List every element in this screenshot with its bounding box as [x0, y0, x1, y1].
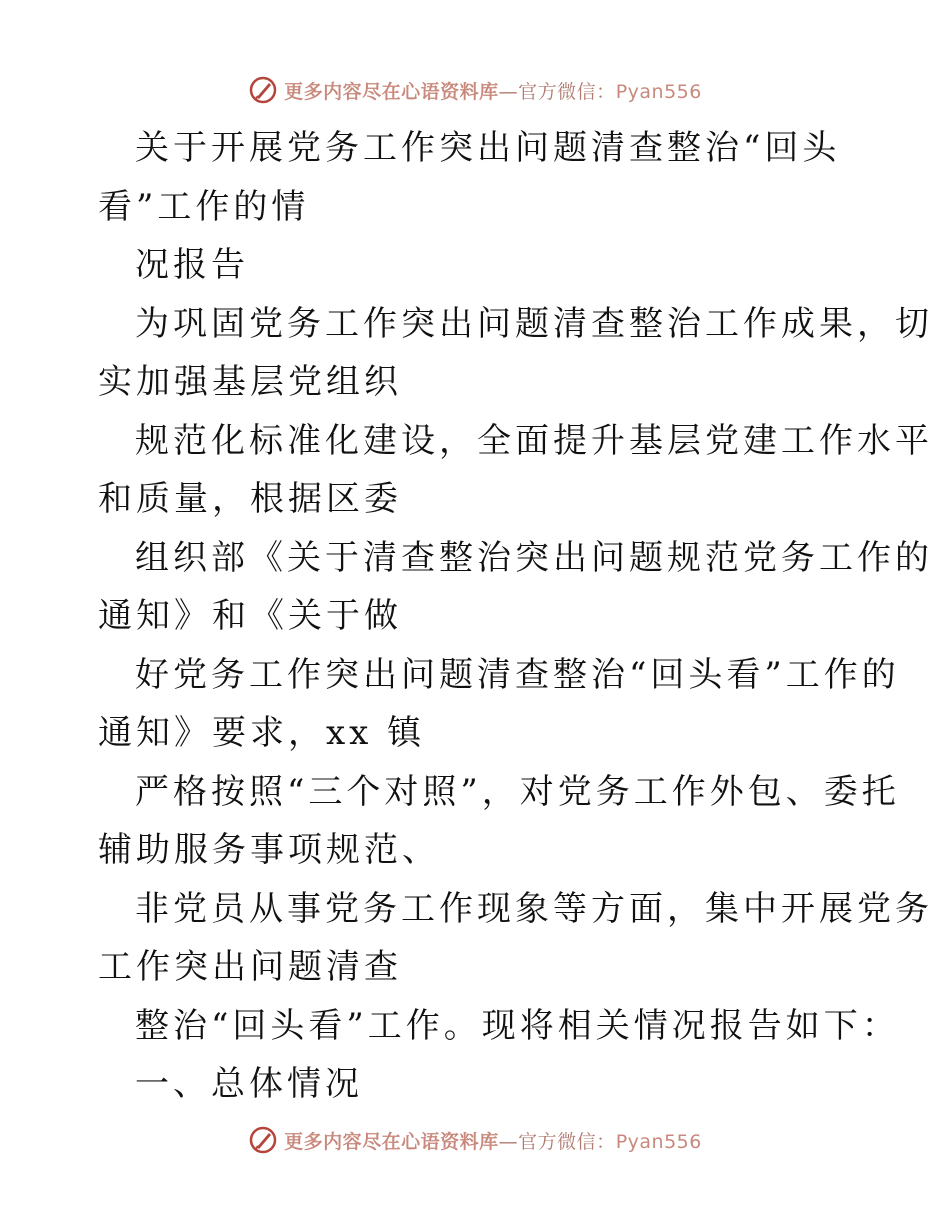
paragraph-line: 辅助服务事项规范、 [98, 830, 440, 870]
title-line-2: 看”工作的情 [98, 187, 310, 227]
watermark-text [284, 1127, 702, 1154]
header-watermark [0, 70, 950, 110]
paragraph-line: 整治“回头看”工作。现将相关情况报告如下： [135, 1006, 900, 1046]
section-heading: 一、总体情况 [135, 1064, 363, 1104]
paragraph-line: 组织部《关于清查整治突出问题规范党务工作的 [135, 538, 933, 578]
quill-pen-logo-icon [248, 75, 278, 105]
watermark-separator: — [498, 80, 519, 103]
watermark-official-label: 官方微信： [518, 80, 616, 103]
paragraph-line: 和质量，根据区委 [98, 479, 402, 519]
paragraph-line: 工作突出问题清查 [98, 947, 402, 987]
paragraph-line: 好党务工作突出问题清查整治“回头看”工作的 [135, 655, 900, 695]
watermark-official-label: 官方微信： [518, 1130, 616, 1153]
paragraph-line: 严格按照“三个对照”，对党务工作外包、委托 [135, 772, 900, 812]
watermark-wechat-id: Pyan556 [615, 80, 702, 103]
watermark-separator: — [498, 1130, 519, 1153]
paragraph-line: 实加强基层党组织 [98, 362, 402, 402]
watermark-text [284, 77, 702, 104]
paragraph-line: 非党员从事党务工作现象等方面，集中开展党务 [135, 889, 933, 929]
paragraph-line: 规范化标准化建设，全面提升基层党建工作水平 [135, 421, 933, 461]
paragraph-line: 为巩固党务工作突出问题清查整治工作成果，切 [135, 304, 933, 344]
watermark-brand: 更多内容尽在心语资料库 [284, 80, 499, 103]
footer-watermark [0, 1120, 950, 1160]
title-line-3: 况报告 [135, 245, 249, 285]
watermark-brand: 更多内容尽在心语资料库 [284, 1130, 499, 1153]
quill-pen-logo-icon [248, 1125, 278, 1155]
watermark-wechat-id: Pyan556 [615, 1130, 702, 1153]
paragraph-line: 通知》要求，xx 镇 [98, 713, 426, 753]
title-line-1: 关于开展党务工作突出问题清查整治“回头 [135, 128, 841, 168]
paragraph-line: 通知》和《关于做 [98, 596, 402, 636]
